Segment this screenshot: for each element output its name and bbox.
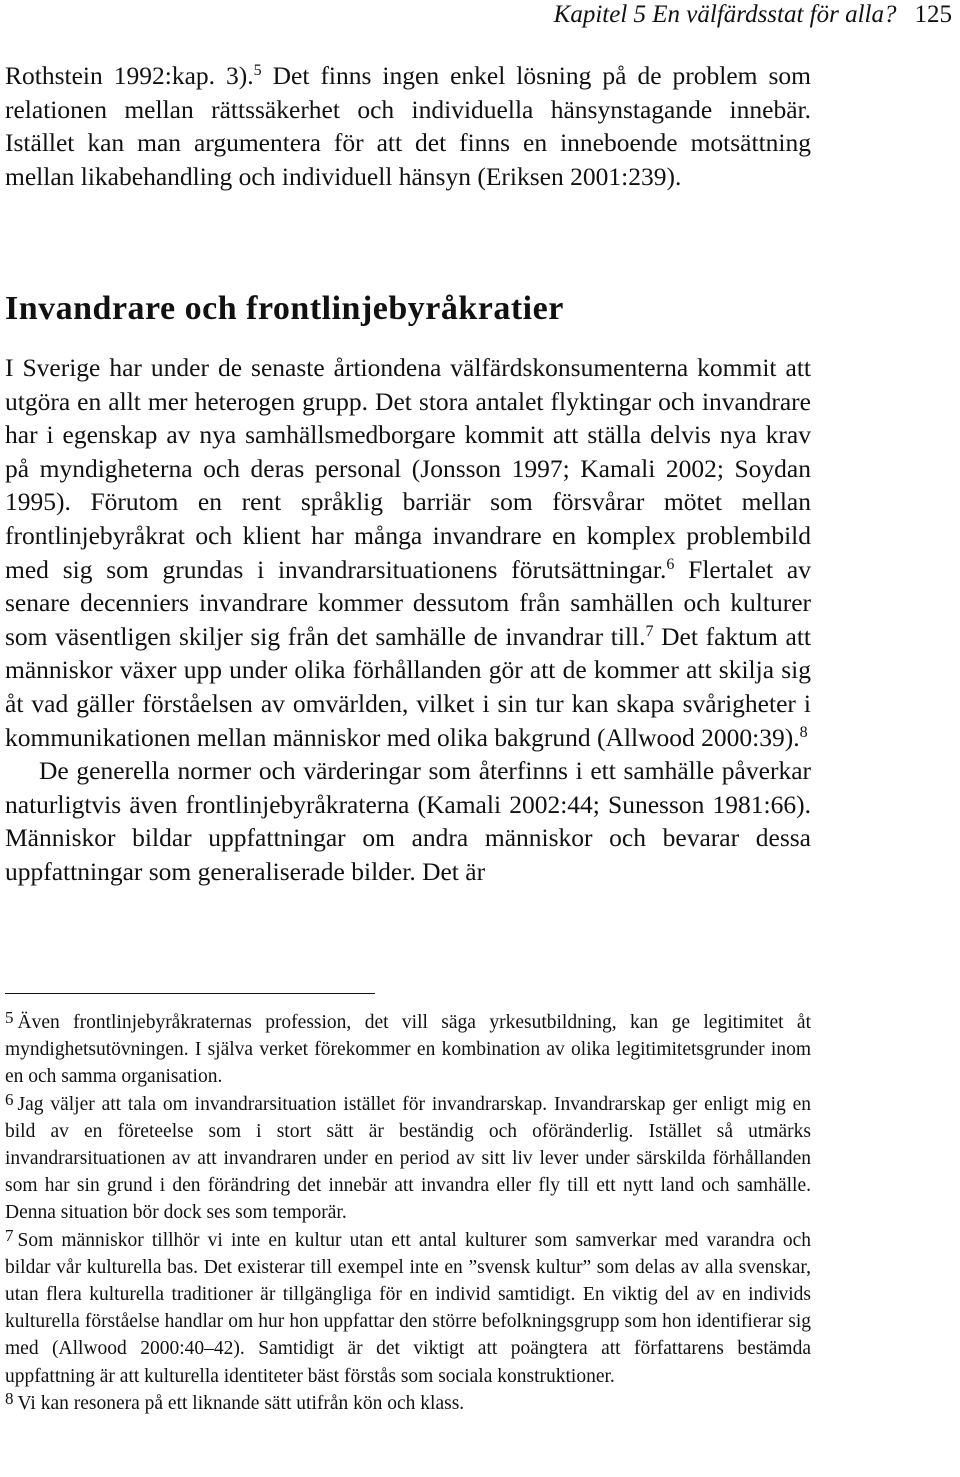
footnote-8-text: Vi kan resonera på ett liknande sätt utifrån kön och klass. [17, 1392, 465, 1414]
paragraph-1-part3: Det faktum att människor växer upp under olika förhållanden gör att de kommer att skilja sig åt vad gäller förståelsen av omvärlden, vilket i sin tur kan skapa svårigheter i kommunikationen mellan människor med olika bakgrund (Allwood 2000:39). [5, 621, 811, 752]
footnote-separator [5, 993, 375, 994]
footnote-ref-6: 6 [666, 555, 675, 573]
paragraph-1-part1: I Sverige har under de senaste årtiondena välfärdskonsumenterna kommit att utgöra en allt mer heterogen grupp. Det stora antalet flyktingar och invandrare har i egenskap av nya samhällsmedborgare kommit att ställa delvis nya krav på myndigheterna och deras personal (Jonsson 1997; Kamali 2002; Soydan 1995). Förutom en rent språklig barriär som försvårar mötet mellan frontlinjebyråkrat och klient har många invandrare en komplex problembild med sig som grundas i invandrarsituationens förutsättningar. [5, 353, 811, 584]
footnote-ref-7: 7 [645, 622, 654, 640]
footnote-ref-5: 5 [253, 62, 262, 79]
footnote-7 [5, 1227, 811, 1390]
section-paragraph-1 [5, 351, 811, 754]
footnote-ref-8: 8 [799, 723, 808, 741]
footnote-5 [5, 1009, 811, 1091]
continuation-text-part1: Rothstein 1992:kap. 3). [5, 61, 254, 90]
continuation-text [5, 59, 811, 193]
footnote-5-number: 5 [5, 1008, 14, 1027]
chapter-title: Kapitel 5 En välfärdsstat för alla? [553, 1, 897, 28]
running-head [5, 0, 952, 30]
footnote-6-number: 6 [5, 1089, 14, 1109]
continuation-paragraph [5, 59, 811, 193]
footnote-5-text: Även frontlinjebyråkraternas profession, det vill säga yrkesutbildning, kan ge legitimitet åt myndighetsutövningen. I själva verket förekommer en kombination av olika legitimitetsgrunder inom en och samma organisation. [5, 1012, 811, 1088]
paragraph-1-part2: Flertalet av senare decenniers invandrare kommer dessutom från samhällen och kulturer som väsentligen skiljer sig från det samhälle de invandrar till. [5, 554, 811, 651]
page-number: 125 [914, 1, 952, 28]
footnote-6-text: Jag väljer att tala om invandrarsituation istället för invandrarskap. Invandrarskap ger enligt mig en bild av en företeelse som i stort sätt är beständig och oföränderlig. Istället så utmärks invandrarsituationen av att invandraren under en period av sitt liv lever under särskilda förhållanden som har sin grund i den förändring det innebär att invandra eller fly till ett nytt land och samhälle. Denna situation bör dock ses som temporär. [5, 1093, 811, 1224]
footnote-6 [5, 1091, 811, 1227]
section-paragraph-2: De generella normer och värderingar som återfinns i ett samhälle påverkar naturligtvis även frontlinjebyråkraterna (Kamali 2002:44; Sunesson 1981:66). Människor bildar uppfattningar om andra människor och bevarar dessa uppfattningar som generaliserade bilder. Det är [5, 756, 811, 886]
continuation-text-part2: Det finns ingen enkel lösning på de problem som relationen mellan rättssäkerhet och individuella hänsynstagande innebär. Istället kan man argumentera för att det finns en inneboende motsättning mellan likabehandling och individuell hänsyn (Eriksen 2001:239). [5, 61, 811, 191]
section-heading: Invandrare och frontlinjebyråkratier [5, 290, 564, 327]
footnote-8-number: 8 [5, 1388, 14, 1408]
section-body [5, 351, 811, 889]
footnote-7-text: Som människor tillhör vi inte en kultur utan ett antal kulturer som samverkar med varandra och bildar vår kulturella bas. Det existerar till exempel inte en ”svensk kultur” som delas av alla svenskar, utan flera kulturella traditioner är tillgängliga för en individ samtidigt. En viktig del av en individs kulturella förståelse handlar om hur hon uppfattar den större befolkningsgrupp som hon identifierar sig med (Allwood 2000:40–42). Samtidigt är det viktigt att poängtera att författarens bestämda uppfattning är att kulturella identiteter bäst förstås som sociala konstruktioner. [5, 1229, 811, 1387]
footnotes [5, 1009, 811, 1417]
footnote-7-number: 7 [5, 1225, 14, 1245]
footnote-8 [5, 1390, 811, 1417]
